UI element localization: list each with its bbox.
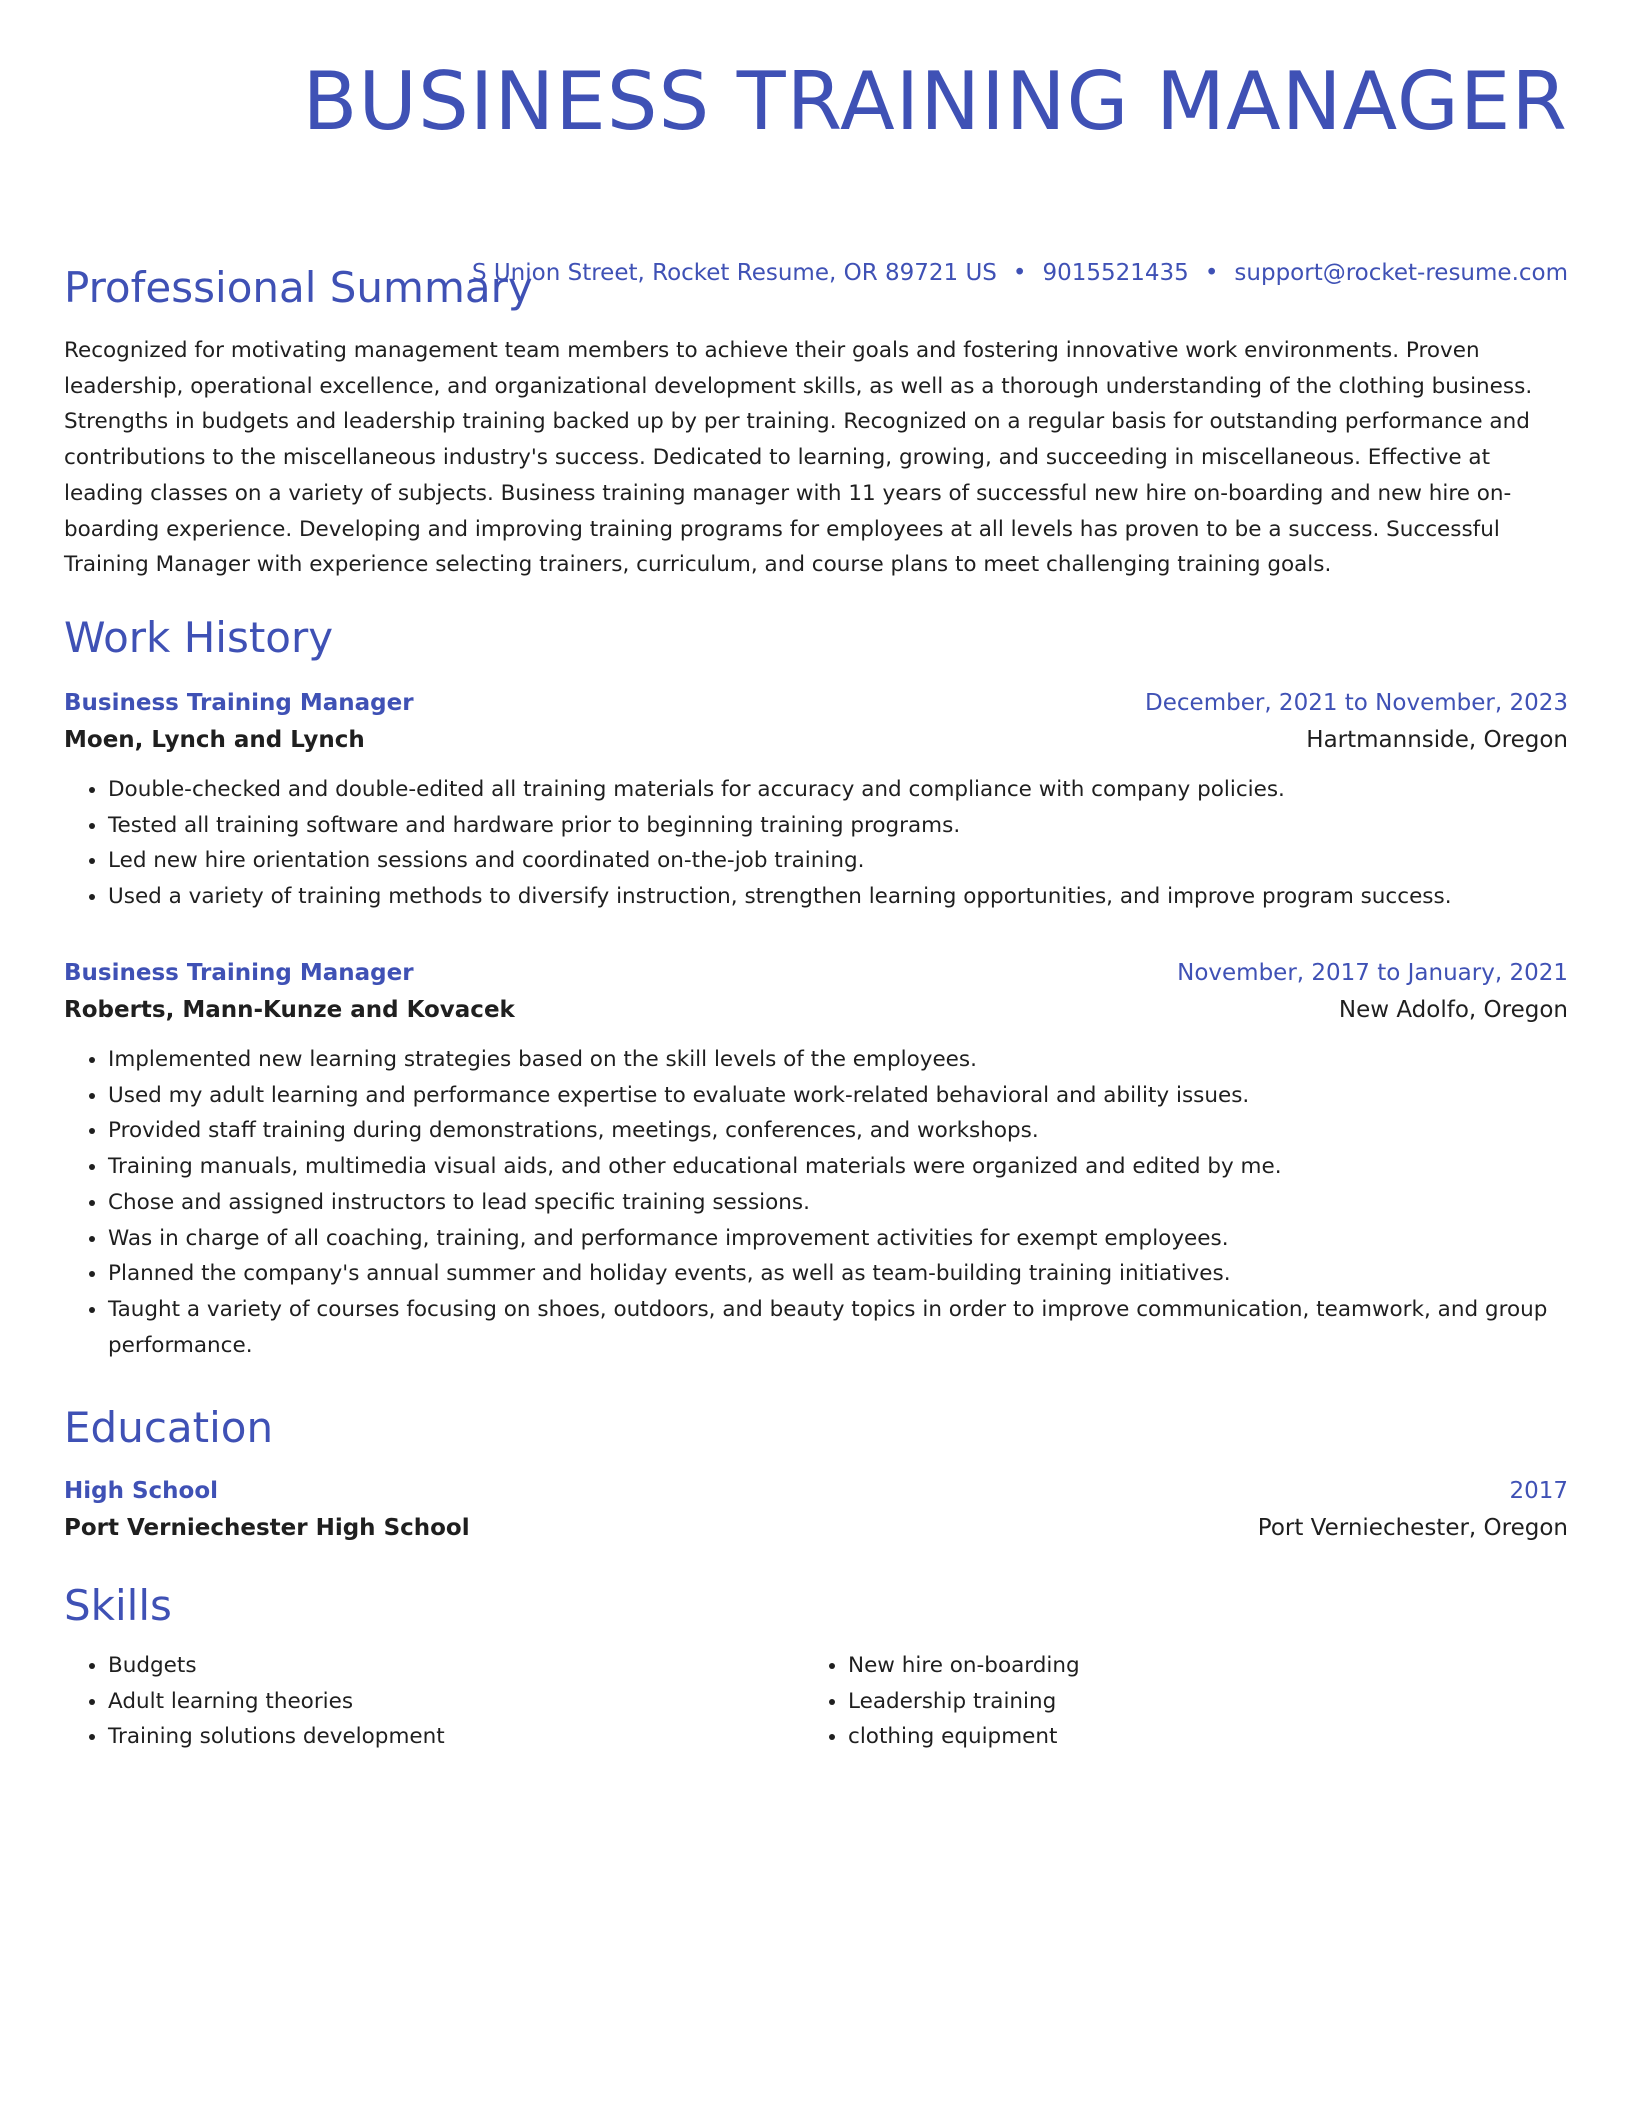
resume-header: [64, 52, 1568, 152]
job-bullet: • Was in charge of all coaching, training, and performance improvement activities for exempt employees.: [108, 1221, 1568, 1257]
job-location: New Adolfo, Oregon: [1338, 997, 1568, 1023]
job-bullet: • Led new hire orientation sessions and coordinated on-the-job training.: [108, 843, 1568, 879]
job-bullet: • Used my adult learning and performance expertise to evaluate work-related behavioral and ability issues.: [108, 1078, 1568, 1114]
job-employer: Moen, Lynch and Lynch: [64, 727, 365, 753]
job-dates: December, 2021 to November, 2023: [1145, 690, 1568, 716]
job-bullet: • Implemented new learning strategies based on the skill levels of the employees.: [108, 1042, 1568, 1078]
job-bullet: • Provided staff training during demonstrations, meetings, conferences, and workshops.: [108, 1113, 1568, 1149]
skills-heading: Skills: [64, 1581, 172, 1630]
education-degree: High School: [64, 1478, 219, 1504]
job-dates: November, 2017 to January, 2021: [1177, 960, 1568, 986]
skill-item: • Budgets: [108, 1648, 804, 1684]
job-bullet: • Double-checked and double-edited all training materials for accuracy and compliance with company policies.: [108, 772, 1568, 808]
skill-item: • Leadership training: [848, 1684, 1544, 1720]
job-title: Business Training Manager: [64, 960, 414, 986]
job-entry: [64, 956, 1568, 1363]
job-employer: Roberts, Mann-Kunze and Kovacek: [64, 997, 515, 1023]
job-bullet: • Used a variety of training methods to diversify instruction, strengthen learning opportunities, and improve program success.: [108, 879, 1568, 915]
education-heading: Education: [64, 1403, 274, 1452]
skill-item: • New hire on-boarding: [848, 1648, 1544, 1684]
skills-column-right: [804, 1648, 1544, 1755]
summary-text: Recognized for motivating management team members to achieve their goals and fostering innovative work environments. Proven leadership, operational excellence, and organizational development skills, as well as a thorough understanding of the clothing business. Strengths in budgets and leadership training backed up by per training. Recognized on a regular basis for outstanding performance and contributions to the miscellaneous industry's success. Dedicated to learning, growing, and succeeding in miscellaneous. Effective at leading classes on a variety of subjects. Business training manager with 11 years of successful new hire on-boarding and new hire on-boarding experience. Developing and improving training programs for employees at all levels has proven to be a success. Successful Training Manager with experience selecting trainers, curriculum, and course plans to meet challenging training goals.: [64, 338, 1533, 578]
contact-address: S Union Street, Rocket Resume, OR 89721 US: [471, 260, 997, 286]
job-bullet: • Taught a variety of courses focusing on shoes, outdoors, and beauty topics in order to improve communication, teamwork, and group performance.: [108, 1292, 1568, 1363]
job-bullets: [64, 1042, 1568, 1363]
job-bullets: [64, 772, 1568, 915]
skill-item: • Training solutions development: [108, 1719, 804, 1755]
contact-email: support@rocket-resume.com: [1234, 260, 1568, 286]
job-bullet: • Planned the company's annual summer and holiday events, as well as team-building training initiatives.: [108, 1256, 1568, 1292]
education-year: 2017: [1509, 1478, 1568, 1504]
education-entry: [64, 1474, 1568, 1548]
job-location: Hartmannside, Oregon: [1306, 727, 1568, 753]
education-school: Port Verniechester High School: [64, 1515, 470, 1541]
contact-separator: •: [1012, 260, 1027, 286]
job-bullet: • Tested all training software and hardware prior to beginning training programs.: [108, 808, 1568, 844]
education-location: Port Verniechester, Oregon: [1257, 1515, 1568, 1541]
job-bullet: • Training manuals, multimedia visual aids, and other educational materials were organized and edited by me.: [108, 1149, 1568, 1185]
skills-column-left: [64, 1648, 804, 1755]
job-title: Business Training Manager: [64, 690, 414, 716]
contact-separator: •: [1204, 260, 1219, 286]
job-bullet: • Chose and assigned instructors to lead specific training sessions.: [108, 1185, 1568, 1221]
skills-list: [64, 1648, 1568, 1755]
summary-heading: Professional Summary: [64, 263, 533, 312]
candidate-title: BUSINESS TRAINING MANAGER: [302, 55, 1568, 148]
work-history-heading: Work History: [64, 613, 334, 662]
skill-item: • clothing equipment: [848, 1719, 1544, 1755]
skill-item: • Adult learning theories: [108, 1684, 804, 1720]
contact-phone: 9015521435: [1042, 260, 1189, 286]
job-entry: [64, 686, 1568, 915]
contact-line: [472, 256, 1568, 290]
